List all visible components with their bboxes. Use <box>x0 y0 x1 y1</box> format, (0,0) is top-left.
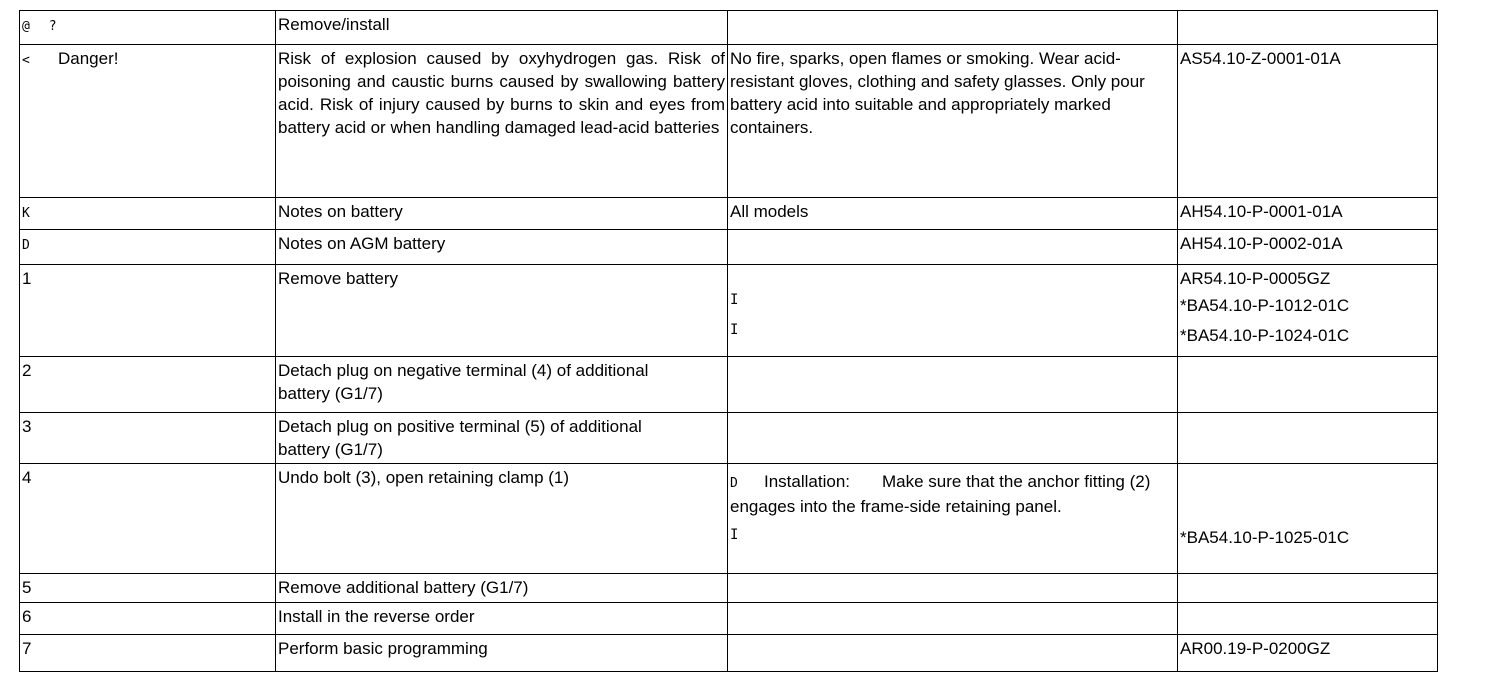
ref-cell <box>1178 464 1438 574</box>
step-text: Detach plug on negative terminal (4) of additional battery (G1/7) <box>276 357 728 413</box>
step-text: Notes on AGM battery <box>276 230 728 265</box>
table-row <box>20 603 1438 635</box>
ref-cell <box>1178 413 1438 464</box>
step-note: All models <box>728 198 1178 230</box>
installation-text: Make sure that the anchor fitting (2) engages into the frame-side retaining panel. <box>730 472 1151 516</box>
ref-cell <box>1178 265 1438 357</box>
procedure-title: Remove/install <box>276 11 728 45</box>
step-text: Remove battery <box>276 265 728 357</box>
table-row <box>20 265 1438 357</box>
note-cell <box>728 635 1178 672</box>
step-text: Install in the reverse order <box>276 603 728 635</box>
ref-link[interactable]: AH54.10-P-0001-01A <box>1178 198 1438 230</box>
procedure-table <box>19 10 1438 672</box>
danger-label: Danger! <box>58 49 119 68</box>
danger-row <box>20 45 1438 198</box>
image-icon[interactable]: I <box>730 322 739 338</box>
step-number: 6 <box>20 603 276 635</box>
image-icon[interactable]: I <box>730 292 739 308</box>
info-icon: D <box>730 476 738 491</box>
note-cell <box>728 574 1178 603</box>
ref-cell <box>1178 574 1438 603</box>
step-number: 5 <box>20 574 276 603</box>
danger-measures-text: No fire, sparks, open flames or smoking. Wear acid-resistant gloves, clothing and safety glasses. Only pour battery acid into suitable and appropriately marked containers. <box>728 45 1178 198</box>
ref-link[interactable]: AR54.10-P-0005GZ <box>1180 269 1331 288</box>
step-cell <box>20 45 276 198</box>
step-cell <box>20 198 276 230</box>
ref-cell <box>1178 357 1438 413</box>
ref-link[interactable]: AH54.10-P-0002-01A <box>1178 230 1438 265</box>
notes-icon: K <box>22 206 30 221</box>
step-note <box>728 464 1178 574</box>
danger-ref-link[interactable]: AS54.10-Z-0001-01A <box>1178 45 1438 198</box>
step-cell <box>20 11 276 45</box>
step-text: Perform basic programming <box>276 635 728 672</box>
step-text: Notes on battery <box>276 198 728 230</box>
step-number: 7 <box>20 635 276 672</box>
step-number: 4 <box>20 464 276 574</box>
ref-link[interactable]: *BA54.10-P-1025-01C <box>1180 528 1350 547</box>
installation-label: Installation: <box>764 472 850 491</box>
step-number: 1 <box>20 265 276 357</box>
step-text: Detach plug on positive terminal (5) of additional battery (G1/7) <box>276 413 728 464</box>
table-row <box>20 198 1438 230</box>
note-cell <box>728 357 1178 413</box>
step-cell <box>20 230 276 265</box>
warning-icon: < <box>22 53 30 68</box>
ref-link[interactable]: *BA54.10-P-1024-01C <box>1180 326 1350 345</box>
step-text: Remove additional battery (G1/7) <box>276 574 728 603</box>
table-row <box>20 357 1438 413</box>
step-note <box>728 230 1178 265</box>
table-row <box>20 464 1438 574</box>
step-number: 3 <box>20 413 276 464</box>
table-row <box>20 635 1438 672</box>
ref-link[interactable]: *BA54.10-P-1012-01C <box>1180 296 1350 315</box>
note-cell <box>728 603 1178 635</box>
step-text: Undo bolt (3), open retaining clamp (1) <box>276 464 728 574</box>
symbol-at-icon: @ <box>22 19 30 34</box>
table-row <box>20 11 1438 45</box>
step-number: 2 <box>20 357 276 413</box>
danger-risk-text: Risk of explosion caused by oxyhydrogen gas. Risk of poisoning and caustic burns caused by swallowing battery acid. Risk of injury caused by burns to skin and eyes from battery acid or when handling damaged lead-acid batteries <box>276 45 728 198</box>
note-cell <box>728 413 1178 464</box>
ref-cell <box>1178 603 1438 635</box>
table-row <box>20 413 1438 464</box>
step-note <box>728 265 1178 357</box>
table-row <box>20 574 1438 603</box>
ref-link[interactable]: AR00.19-P-0200GZ <box>1178 635 1438 672</box>
image-icon[interactable]: I <box>730 527 739 543</box>
table-row <box>20 230 1438 265</box>
note-cell <box>728 11 1178 45</box>
info-icon: D <box>22 238 30 253</box>
ref-cell <box>1178 11 1438 45</box>
symbol-question-icon: ? <box>48 19 57 34</box>
